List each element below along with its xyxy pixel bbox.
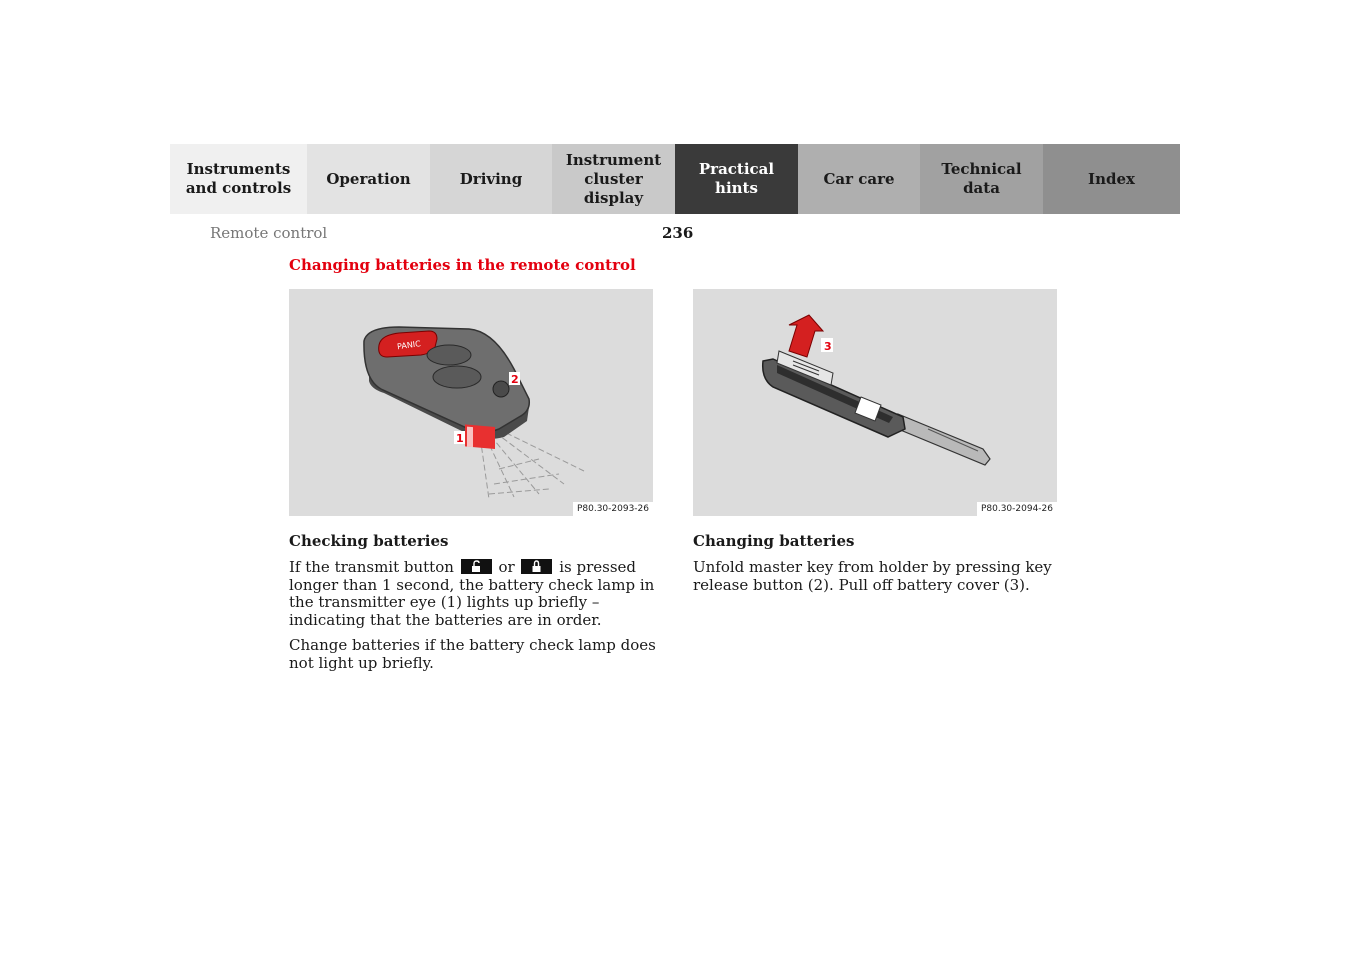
checking-batteries-title: Checking batteries [289, 532, 449, 550]
battery-cover-illustration [693, 289, 1057, 516]
tab-technical-data[interactable]: Technical data [920, 144, 1043, 214]
tab-car-care[interactable]: Car care [798, 144, 920, 214]
section-title: Remote control [210, 224, 328, 242]
lock-icon [521, 559, 552, 574]
changing-batteries-title: Changing batteries [693, 532, 855, 550]
tab-instruments-and-controls[interactable]: Instruments and controls [170, 144, 307, 214]
page-number: 236 [662, 224, 694, 242]
tab-operation[interactable]: Operation [307, 144, 430, 214]
tab-practical-hints[interactable]: Practical hints [675, 144, 798, 214]
changing-batteries-paragraph: Unfold master key from holder by pressing key release button (2). Pull off battery cover (3). [693, 558, 1052, 594]
p1-part-a: If the transmit button [289, 558, 454, 576]
p1-part-b: is pressed longer than 1 second, the battery check lamp in the transmitter eye (1) lights up briefly – indicating that the batteries are in order. [289, 558, 655, 629]
change-batteries-paragraph: Change batteries if the battery check lamp does not light up briefly. [289, 636, 656, 672]
checking-batteries-paragraph [289, 559, 657, 629]
figure-battery-cover [693, 289, 1057, 516]
unlock-icon [461, 559, 492, 574]
callout-2: 2 [511, 373, 519, 386]
tab-index[interactable]: Index [1043, 144, 1180, 214]
svg-text:PANIC: PANIC [396, 339, 422, 352]
tab-instrument-cluster-display[interactable]: Instrument cluster display [552, 144, 675, 214]
p1-or: or [498, 558, 515, 576]
callout-1: 1 [456, 432, 464, 445]
remote-key-illustration [289, 289, 653, 516]
changing-batteries-section [693, 532, 1061, 602]
page-heading: Changing batteries in the remote control [289, 256, 636, 274]
top-navigation [170, 144, 1180, 214]
checking-batteries-section [289, 532, 657, 680]
callout-3: 3 [824, 340, 832, 353]
figure-code: P80.30-2094-26 [977, 502, 1057, 516]
tab-driving[interactable]: Driving [430, 144, 552, 214]
figure-code: P80.30-2093-26 [573, 502, 653, 516]
figure-remote-control-key [289, 289, 653, 516]
